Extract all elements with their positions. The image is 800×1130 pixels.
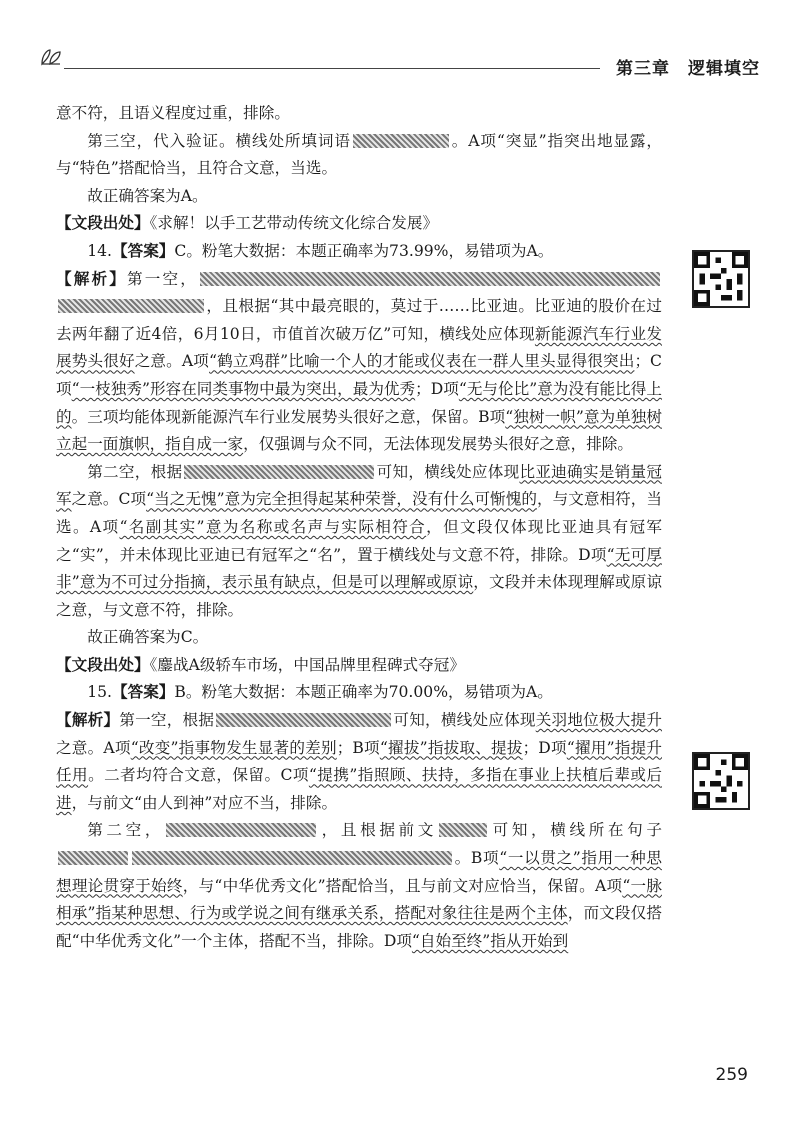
paragraph: 第二空，根据 可知，横线处应体现比亚迪确实是销量冠军之意。C项“当之无愧”意为完全担得起某种荣誉，没有什么可惭愧的，与文意相符，当选。A项“名副其实”意为名称或名声与实际相符合，但文段仅体现比亚迪具有冠军之“实”，并未体现比亚迪已有冠军之“名”，置于横线处与文意不符，排除。D项“无可厚非”意为不可过分指摘，表示虽有缺点，但是可以理解或原谅，文段并未体现理解或原谅之意，与文意不符，排除。 (56, 462, 662, 619)
analysis-paragraph: 【解析】第一空，根据 可知，横线处应体现关羽地位极大提升之意。A项“改变”指事物发生显著的差别；B项“擢拔”指拔取、提拔；D项“擢用”指提升任用。二者均符合文意，保留。C项“提携”指照顾、扶持，多指在事业上扶植后辈或后进，与前文“由人到神”对应不当，排除。 (56, 711, 662, 812)
page-content (56, 100, 662, 955)
paragraph: 意不符，且语义程度过重，排除。 (56, 104, 290, 122)
chapter-title: 第三章 逻辑填空 (616, 59, 760, 79)
redacted-text (132, 851, 452, 865)
page-number: 259 (715, 1065, 748, 1085)
page-header (38, 52, 760, 82)
paragraph: 第二空， ，且根据前文 可知，横线所在句子。B项“一以贯之”指用一种思想理论贯穿于始终，与“中华优秀文化”搭配恰当，且与前文对应恰当，保留。A项“一脉相承”指某种思想、行为或学说之间有继承关系，搭配对象往往是两个主体，而文段仅搭配“中华优秀文化”一个主体，搭配不当，排除。D项“自始至终”指从开始到 (56, 821, 662, 950)
redacted-text (58, 851, 128, 865)
header-rule (64, 68, 600, 69)
source-line: 【文段出处】《求解！以手工艺带动传统文化综合发展》 (56, 214, 439, 233)
answer-line: 14.【答案】C。粉笔大数据：本题正确率为73.99%，易错项为A。 (87, 241, 554, 260)
paragraph: 第三空，代入验证。横线处所填词语 。A项“突显”指突出地显露，与“特色”搭配恰当，且符合文意，当选。 (56, 131, 662, 178)
qr-code-icon[interactable] (692, 250, 750, 308)
analysis-paragraph: 【解析】第一空，，且根据“其中最亮眼的，莫过于……比亚迪。比亚迪的股价在过去两年翻了近4倍，6月10日，市值首次破万亿”可知，横线处应体现新能源汽车行业发展势头很好之意。A项“鹤立鸡群”比喻一个人的才能或仪表在一群人里头显得很突出；C项“一枝独秀”形容在同类事物中最为突出，最为优秀；D项“无与伦比”意为没有能比得上的。三项均能体现新能源汽车行业发展势头很好之意，保留。B项“独树一帜”意为单独树立起一面旗帜，指自成一家，仅强调与众不同，无法体现发展势头很好之意，排除。 (56, 269, 662, 454)
leaf-icon (38, 46, 62, 68)
redacted-text (58, 299, 204, 313)
redacted-text (216, 713, 391, 727)
paragraph: 故正确答案为C。 (87, 628, 209, 647)
redacted-text (166, 823, 316, 837)
redacted-text (184, 465, 374, 479)
source-line: 【文段出处】《鏖战A级轿车市场，中国品牌里程碑式夺冠》 (56, 655, 465, 674)
redacted-text (353, 134, 449, 148)
paragraph: 故正确答案为A。 (87, 186, 208, 205)
qr-code-icon[interactable] (692, 752, 750, 810)
redacted-text (439, 823, 487, 837)
redacted-text (200, 272, 660, 286)
answer-line: 15.【答案】B。粉笔大数据：本题正确率为70.00%，易错项为A。 (87, 683, 553, 702)
